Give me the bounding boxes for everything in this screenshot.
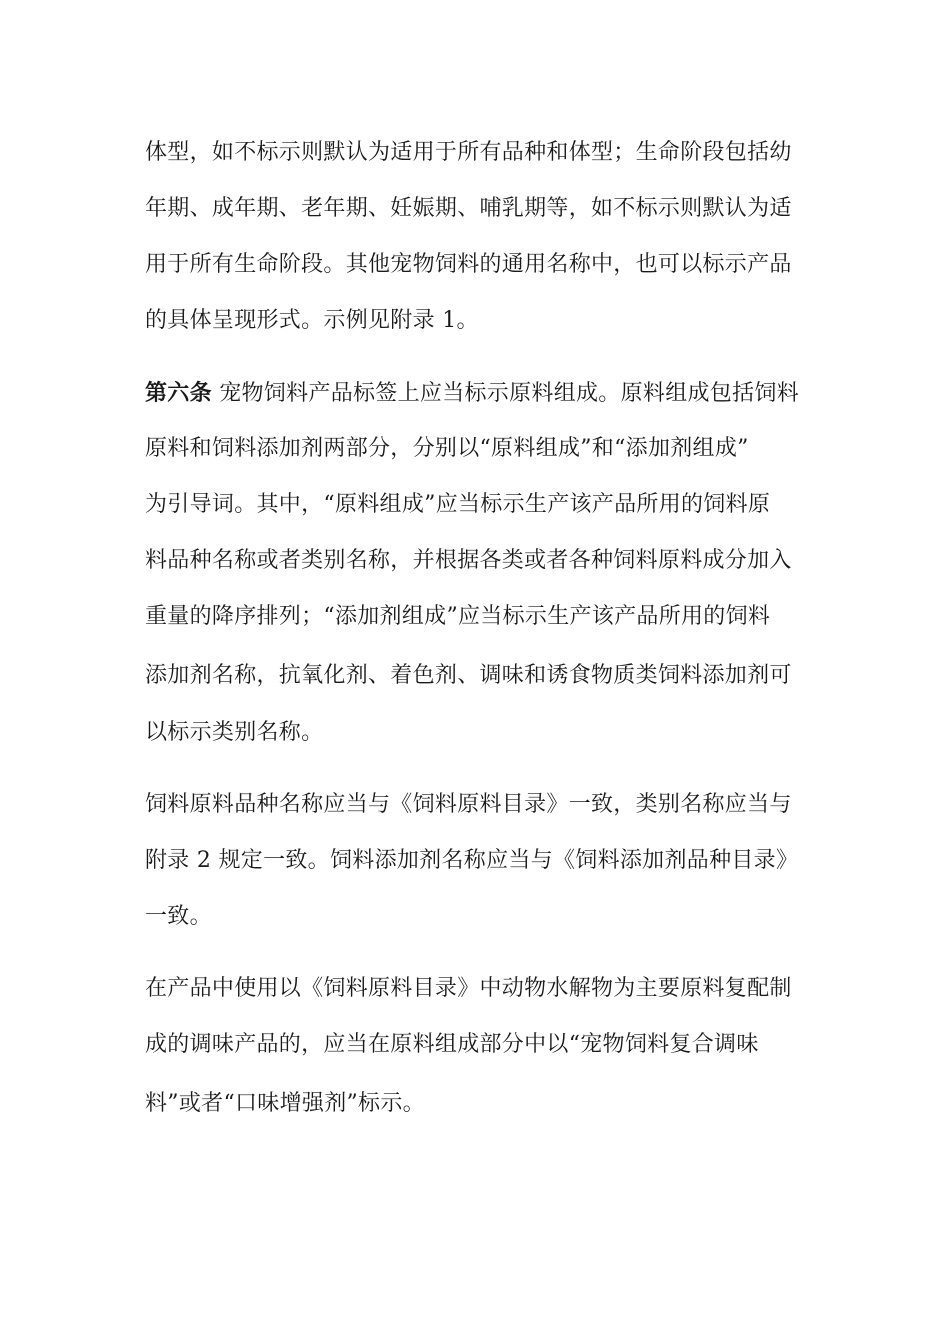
paragraph-1-line-2: 年期、成年期、老年期、妊娠期、哺乳期等，如不标示则默认为适 xyxy=(145,196,792,221)
paragraph-2-line-4: 料品种名称或者类别名称，并根据各类或者各种饲料原料成分加入 xyxy=(145,548,792,573)
paragraph-1-line-1: 体型，如不标示则默认为适用于所有品种和体型；生命阶段包括幼 xyxy=(145,140,792,165)
paragraph-3-line-3: 一致。 xyxy=(145,904,212,929)
paragraph-1-line-3: 用于所有生命阶段。其他宠物饲料的通用名称中，也可以标示产品 xyxy=(145,252,792,277)
paragraph-2-line-6: 添加剂名称，抗氧化剂、着色剂、调味和诱食物质类饲料添加剂可 xyxy=(145,663,792,688)
article-heading: 第六条 xyxy=(145,380,212,406)
paragraph-4-line-2: 成的调味产品的，应当在原料组成部分中以“宠物饲料复合调味 xyxy=(145,1032,759,1057)
paragraph-3-line-2: 附录 2 规定一致。饲料添加剂名称应当与《饲料添加剂品种目录》 xyxy=(145,848,799,873)
paragraph-4-line-3: 料”或者“口味增强剂”标示。 xyxy=(145,1091,425,1116)
paragraph-1-line-4: 的具体呈现形式。示例见附录 1。 xyxy=(145,308,479,333)
paragraph-2-line-1-text: 宠物饲料产品标签上应当标示原料组成。原料组成包括饲料 xyxy=(211,381,800,406)
paragraph-2-line-2: 原料和饲料添加剂两部分，分别以“原料组成”和“添加剂组成” xyxy=(145,436,749,461)
paragraph-2-line-5: 重量的降序排列；“添加剂组成”应当标示生产该产品所用的饲料 xyxy=(145,604,771,629)
paragraph-2-line-3: 为引导词。其中，“原料组成”应当标示生产该产品所用的饲料原 xyxy=(145,492,771,517)
paragraph-2-line-7: 以标示类别名称。 xyxy=(145,720,324,745)
paragraph-4-line-1: 在产品中使用以《饲料原料目录》中动物水解物为主要原料复配制 xyxy=(145,976,792,1001)
paragraph-2-line-1 xyxy=(145,378,799,409)
paragraph-3-line-1: 饲料原料品种名称应当与《饲料原料目录》一致，类别名称应当与 xyxy=(145,792,792,817)
